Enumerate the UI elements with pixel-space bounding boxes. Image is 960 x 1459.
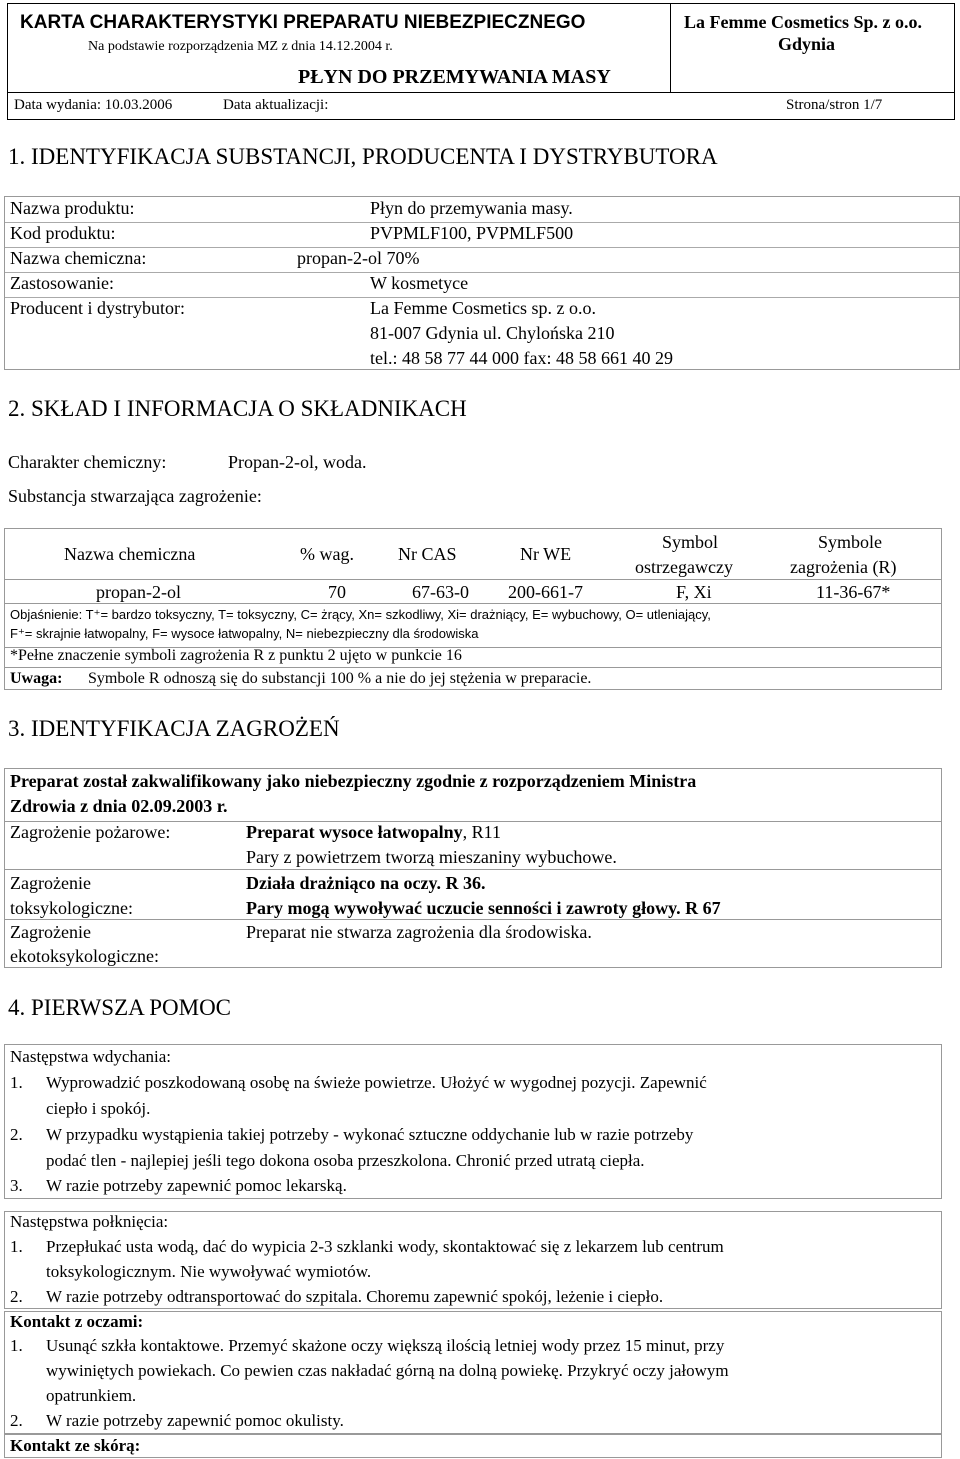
eye-2-number: 2. bbox=[10, 1411, 23, 1430]
label-chemical-name: Nazwa chemiczna: bbox=[10, 248, 147, 268]
skin-contact-box bbox=[4, 1434, 942, 1458]
section-1-heading: 1. IDENTYFIKACJA SUBSTANCJI, PRODUCENTA I DYSTRYBUTORA bbox=[8, 144, 718, 169]
company-city: Gdynia bbox=[778, 34, 836, 54]
inhalation-2-line-1: W przypadku wystąpienia takiej potrzeby - wykonać sztuczne oddychanie lub w razie potrzeby bbox=[46, 1125, 694, 1144]
hazardous-substance-label: Substancja stwarzająca zagrożenie: bbox=[8, 486, 262, 506]
eco-value: Preparat nie stwarza zagrożenia dla środowiska. bbox=[246, 922, 592, 942]
document-title: KARTA CHARAKTERYSTYKI PREPARATU NIEBEZPIECZNEGO bbox=[20, 12, 586, 33]
section-4-heading: 4. PIERWSZA POMOC bbox=[8, 995, 232, 1020]
label-product-name: Nazwa produktu: bbox=[10, 198, 135, 218]
fire-hazard-vapour: Pary z powietrzem tworzą mieszaniny wybuchowe. bbox=[246, 847, 617, 867]
producer-contact: tel.: 48 58 77 44 000 fax: 48 58 661 40 29 bbox=[370, 348, 673, 368]
company-name: La Femme Cosmetics Sp. z o.o. bbox=[684, 12, 922, 32]
ingestion-1-line-1: Przepłukać usta wodą, dać do wypicia 2-3 szklanki wody, skontaktować się z lekarzem lub centrum bbox=[46, 1237, 724, 1256]
col-chemical-name: Nazwa chemiczna bbox=[64, 544, 196, 564]
fire-hazard-label: Zagrożenie pożarowe: bbox=[10, 822, 171, 842]
inhalation-1-number: 1. bbox=[10, 1073, 23, 1092]
section-2-heading: 2. SKŁAD I INFORMACJA O SKŁADNIKACH bbox=[8, 396, 467, 421]
eco-label-1: Zagrożenie bbox=[10, 922, 91, 942]
classification-line-1: Preparat został zakwalifikowany jako niebezpieczny zgodnie z rozporządzeniem Ministra bbox=[10, 771, 697, 791]
value-chemical-name: propan-2-ol 70% bbox=[297, 248, 420, 268]
eye-1-number: 1. bbox=[10, 1336, 23, 1355]
regulation-basis: Na podstawie rozporządzenia MZ z dnia 14.12.2004 r. bbox=[88, 39, 393, 54]
col-symbol-2: ostrzegawczy bbox=[635, 557, 733, 577]
col-hazard-2: zagrożenia (R) bbox=[790, 557, 897, 577]
label-producer: Producent i dystrybutor: bbox=[10, 298, 185, 318]
update-date: Data aktualizacji: bbox=[223, 97, 329, 113]
chemical-character-label: Charakter chemiczny: bbox=[8, 452, 167, 472]
inhalation-2-line-2: podać tlen - najlepiej jeśli tego dokona osoba przeszkolona. Chronić przed utratą ciepła. bbox=[46, 1151, 645, 1170]
ingestion-2-line-1: W razie potrzeby odtransportować do szpitala. Choremu zapewnić spokój, leżenie i ciepło. bbox=[46, 1287, 664, 1306]
producer-address: 81-007 Gdynia ul. Chylońska 210 bbox=[370, 323, 615, 343]
col-hazard-1: Symbole bbox=[818, 532, 883, 552]
remark-text: Symbole R odnoszą się do substancji 100 % a nie do jej stężenia w preparacie. bbox=[88, 670, 592, 687]
row-hazard: 11-36-67* bbox=[816, 582, 891, 602]
fire-hazard-r: , R11 bbox=[462, 822, 501, 842]
ingestion-1-line-2: toksykologicznym. Nie wywoływać wymiotów. bbox=[46, 1262, 372, 1281]
eye-1-line-1: Usunąć szkła kontaktowe. Przemyć skażone oczy większą ilością letniej wody przez 15 minut, przy bbox=[46, 1336, 725, 1355]
tox-label-1: Zagrożenie bbox=[10, 873, 91, 893]
r-symbols-note: *Pełne znaczenie symboli zagrożenia R z punktu 2 ujęto w punkcie 16 bbox=[10, 647, 462, 664]
issue-date: Data wydania: 10.03.2006 bbox=[14, 97, 173, 113]
row-chemical-name: propan-2-ol bbox=[96, 582, 181, 602]
tox-label-2: toksykologiczne: bbox=[10, 898, 133, 918]
row-we: 200-661-7 bbox=[508, 582, 583, 602]
fire-hazard-value bbox=[246, 822, 501, 843]
product-name: PŁYN DO PRZEMYWANIA MASY bbox=[298, 66, 611, 88]
eye-1-line-3: opatrunkiem. bbox=[46, 1386, 137, 1405]
ingestion-label: Następstwa połknięcia: bbox=[10, 1212, 169, 1231]
skin-contact-label: Kontakt ze skórą: bbox=[10, 1436, 141, 1455]
value-product-code: PVPMLF100, PVPMLF500 bbox=[370, 223, 574, 243]
remark-label: Uwaga: bbox=[10, 670, 63, 687]
label-product-code: Kod produktu: bbox=[10, 223, 116, 243]
col-symbol-1: Symbol bbox=[662, 532, 719, 552]
legend-line-2: F⁺= skrajnie łatwopalny, F= wysoce łatwopalny, N= niebezpieczny dla środowiska bbox=[10, 626, 479, 641]
row-cas: 67-63-0 bbox=[412, 582, 469, 602]
inhalation-label: Następstwa wdychania: bbox=[10, 1047, 171, 1066]
inhalation-2-number: 2. bbox=[10, 1125, 23, 1144]
page-number: Strona/stron 1/7 bbox=[786, 97, 883, 113]
chemical-character-value: Propan-2-ol, woda. bbox=[228, 452, 367, 472]
eco-label-2: ekotoksykologiczne: bbox=[10, 946, 159, 966]
inhalation-3-line-1: W razie potrzeby zapewnić pomoc lekarską. bbox=[46, 1176, 347, 1195]
inhalation-1-line-1: Wyprowadzić poszkodowaną osobę na świeże powietrze. Ułożyć w wygodnej pozycji. Zapewnić bbox=[46, 1073, 707, 1092]
row-symbol: F, Xi bbox=[676, 582, 712, 602]
value-use: W kosmetyce bbox=[370, 273, 469, 293]
value-product-name: Płyn do przemywania masy. bbox=[370, 198, 573, 218]
eye-1-line-2: wywiniętych powiekach. Co pewien czas nakładać górną na dolną powiekę. Przykryć oczy jałowym bbox=[46, 1361, 729, 1380]
section-3-heading: 3. IDENTYFIKACJA ZAGROŻEŃ bbox=[8, 716, 340, 741]
inhalation-3-number: 3. bbox=[10, 1176, 23, 1195]
eye-contact-label: Kontakt z oczami: bbox=[10, 1312, 144, 1331]
label-use: Zastosowanie: bbox=[10, 273, 114, 293]
eye-2-line-1: W razie potrzeby zapewnić pomoc okulisty. bbox=[46, 1411, 344, 1430]
tox-value-2: Pary mogą wywoływać uczucie senności i zawroty głowy. R 67 bbox=[246, 898, 721, 918]
row-weight-percent: 70 bbox=[328, 582, 346, 602]
ingestion-2-number: 2. bbox=[10, 1287, 23, 1306]
col-weight-percent: % wag. bbox=[300, 544, 354, 564]
ingestion-1-number: 1. bbox=[10, 1237, 23, 1256]
col-we: Nr WE bbox=[520, 544, 572, 564]
inhalation-1-line-2: ciepło i spokój. bbox=[46, 1099, 151, 1118]
col-cas: Nr CAS bbox=[398, 544, 457, 564]
value-producer: La Femme Cosmetics sp. z o.o. bbox=[370, 298, 596, 318]
tox-value-1: Działa drażniąco na oczy. R 36. bbox=[246, 873, 486, 893]
legend-line-1: Objaśnienie: T⁺= bardzo toksyczny, T= toksyczny, C= żrący, Xn= szkodliwy, Xi= drażniący, E= wybuchowy, O= utleniający, bbox=[10, 607, 711, 622]
header-box bbox=[7, 3, 955, 120]
fire-hazard-bold: Preparat wysoce łatwopalny bbox=[246, 822, 463, 842]
classification-line-2: Zdrowia z dnia 02.09.2003 r. bbox=[10, 796, 228, 816]
